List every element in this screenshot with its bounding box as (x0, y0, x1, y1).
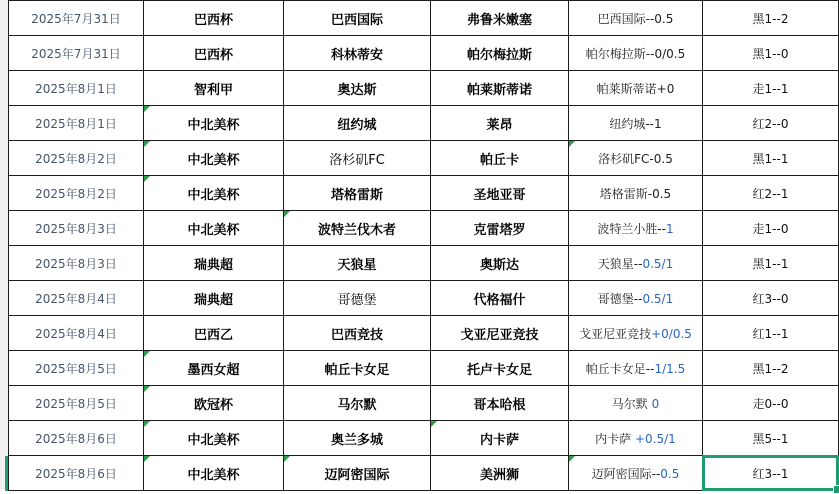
table-row (9, 71, 839, 106)
away-team-cell-text: 圣地亚哥 (473, 187, 526, 203)
table-row (9, 351, 839, 386)
handicap-number: +0.5/1 (635, 431, 676, 446)
home-team-cell[interactable] (284, 386, 431, 421)
home-team-cell-text: 马尔默 (337, 397, 377, 413)
league-cell-text: 瑞典超 (193, 292, 233, 308)
away-team-cell-text: 托卢卡女足 (466, 362, 532, 378)
result-cell-text: 红2--1 (752, 186, 789, 201)
handicap-text: 洛杉矶FC-0.5 (598, 151, 673, 166)
away-team-cell[interactable] (431, 316, 569, 351)
error-indicator-triangle-icon (144, 351, 150, 357)
matches-table (8, 0, 839, 491)
home-team-cell-text: 纽约城 (337, 117, 377, 133)
date-cell-text: 2025年8月6日 (35, 431, 117, 446)
league-cell[interactable] (144, 176, 284, 211)
error-indicator-triangle-icon (431, 421, 437, 427)
home-team-cell-text: 天狼星 (337, 257, 377, 273)
result-cell[interactable] (703, 36, 839, 71)
league-cell-text: 智利甲 (193, 82, 233, 98)
table-row (9, 421, 839, 456)
result-cell-text: 黑5--1 (752, 431, 789, 446)
handicap-cell[interactable] (569, 71, 703, 106)
handicap-number: 0 (651, 396, 660, 411)
handicap-text: 巴西国际--0.5 (597, 11, 674, 26)
handicap-number: 0.5 (660, 466, 680, 481)
result-cell-text: 黑1--0 (752, 46, 789, 61)
table-row (9, 176, 839, 211)
handicap-text: 纽约城--1 (609, 116, 662, 131)
date-cell[interactable] (9, 71, 144, 106)
handicap-cell[interactable] (569, 456, 703, 491)
handicap-cell[interactable] (569, 421, 703, 456)
away-team-cell[interactable] (431, 386, 569, 421)
handicap-text: 塔格雷斯-0.5 (599, 186, 672, 201)
date-cell[interactable] (9, 421, 144, 456)
date-cell-text: 2025年7月31日 (31, 46, 121, 61)
result-cell[interactable] (703, 351, 839, 386)
handicap-cell[interactable] (569, 386, 703, 421)
table-row (9, 316, 839, 351)
home-team-cell-text: 波特兰伐木者 (317, 222, 396, 238)
date-cell[interactable] (9, 316, 144, 351)
table-row (9, 386, 839, 421)
handicap-number: 0.5/1 (642, 291, 674, 306)
league-cell[interactable] (144, 421, 284, 456)
league-cell[interactable] (144, 106, 284, 141)
result-cell[interactable] (703, 246, 839, 281)
date-cell[interactable] (9, 281, 144, 316)
error-indicator-triangle-icon (144, 386, 150, 392)
league-cell-text: 中北美杯 (187, 152, 240, 168)
result-cell-text: 红2--0 (752, 116, 789, 131)
date-cell-text: 2025年8月5日 (35, 361, 117, 376)
league-cell[interactable] (144, 316, 284, 351)
away-team-cell-text: 弗鲁米嫩塞 (466, 12, 532, 28)
result-cell-text: 黑1--2 (752, 11, 789, 26)
handicap-cell[interactable] (569, 246, 703, 281)
table-row (9, 1, 839, 36)
home-team-cell-text: 巴西国际 (330, 12, 383, 28)
home-team-cell-text: 奥兰多城 (330, 432, 383, 448)
home-team-cell-text: 奥达斯 (337, 82, 377, 98)
date-cell[interactable] (9, 386, 144, 421)
date-cell-text: 2025年8月5日 (35, 396, 117, 411)
home-team-cell[interactable] (284, 106, 431, 141)
handicap-text: 马尔默 (611, 396, 652, 411)
result-cell[interactable] (703, 71, 839, 106)
home-team-cell-text: 洛杉矶FC (329, 152, 385, 168)
league-cell-text: 巴西杯 (193, 12, 233, 28)
table-row (9, 141, 839, 176)
date-cell-text: 2025年7月31日 (31, 11, 121, 26)
date-cell-text: 2025年8月4日 (35, 291, 117, 306)
home-team-cell[interactable] (284, 211, 431, 246)
league-cell-text: 中北美杯 (187, 467, 240, 483)
result-cell[interactable] (703, 106, 839, 141)
league-cell-text: 巴西乙 (193, 327, 233, 343)
error-indicator-triangle-icon (569, 456, 575, 462)
table-row (9, 456, 839, 491)
handicap-cell[interactable] (569, 211, 703, 246)
date-cell[interactable] (9, 106, 144, 141)
away-team-cell[interactable] (431, 1, 569, 36)
away-team-cell-text: 帕丘卡 (479, 152, 519, 168)
date-cell[interactable] (9, 351, 144, 386)
handicap-text: 天狼星-- (597, 256, 643, 271)
league-cell-text: 中北美杯 (187, 222, 240, 238)
handicap-text: 哥德堡-- (597, 291, 643, 306)
result-cell[interactable] (703, 211, 839, 246)
away-team-cell-text: 奥斯达 (479, 257, 519, 273)
away-team-cell[interactable] (431, 211, 569, 246)
league-cell[interactable] (144, 246, 284, 281)
result-cell[interactable] (703, 141, 839, 176)
away-team-cell-text: 戈亚尼亚竞技 (460, 327, 539, 343)
home-team-cell[interactable] (284, 71, 431, 106)
result-cell[interactable] (703, 176, 839, 211)
date-cell-text: 2025年8月2日 (35, 186, 117, 201)
away-team-cell-text: 内卡萨 (479, 432, 519, 448)
handicap-text: 帕莱斯蒂诺+0 (596, 81, 675, 96)
result-cell-text: 走1--0 (752, 221, 789, 236)
result-cell-text: 黑1--1 (752, 151, 789, 166)
table-row (9, 211, 839, 246)
home-team-cell-text: 帕丘卡女足 (324, 362, 390, 378)
date-cell[interactable] (9, 1, 144, 36)
error-indicator-triangle-icon (144, 106, 150, 112)
league-cell-text: 巴西杯 (193, 47, 233, 63)
away-team-cell-text: 哥本哈根 (473, 397, 526, 413)
away-team-cell[interactable] (431, 36, 569, 71)
handicap-cell[interactable] (569, 316, 703, 351)
home-team-cell[interactable] (284, 1, 431, 36)
away-team-cell[interactable] (431, 71, 569, 106)
handicap-cell[interactable] (569, 106, 703, 141)
home-team-cell[interactable] (284, 351, 431, 386)
error-indicator-triangle-icon (569, 141, 575, 147)
result-cell-text: 走1--1 (752, 81, 789, 96)
away-team-cell[interactable] (431, 246, 569, 281)
handicap-number: 0.5/1 (642, 256, 674, 271)
result-cell[interactable] (703, 456, 839, 491)
league-cell[interactable] (144, 351, 284, 386)
date-cell-text: 2025年8月4日 (35, 326, 117, 341)
league-cell[interactable] (144, 456, 284, 491)
league-cell[interactable] (144, 1, 284, 36)
table-row (9, 281, 839, 316)
league-cell-text: 墨西女超 (187, 362, 240, 378)
handicap-text: 迈阿密国际-- (591, 466, 661, 481)
league-cell[interactable] (144, 211, 284, 246)
away-team-cell-text: 莱昂 (486, 117, 513, 133)
home-team-cell[interactable] (284, 176, 431, 211)
handicap-cell[interactable] (569, 141, 703, 176)
home-team-cell[interactable] (284, 36, 431, 71)
away-team-cell[interactable] (431, 106, 569, 141)
result-cell-text: 黑1--1 (752, 256, 789, 271)
handicap-text: 帕尔梅拉斯--0/0.5 (585, 46, 686, 61)
date-cell[interactable] (9, 211, 144, 246)
home-team-cell[interactable] (284, 316, 431, 351)
home-team-cell[interactable] (284, 456, 431, 491)
handicap-cell[interactable] (569, 36, 703, 71)
away-team-cell[interactable] (431, 176, 569, 211)
home-team-cell[interactable] (284, 246, 431, 281)
fill-handle[interactable] (833, 485, 839, 494)
table-row (9, 36, 839, 71)
date-cell-text: 2025年8月3日 (35, 256, 117, 271)
result-cell-text: 红3--1 (752, 466, 789, 481)
result-cell[interactable] (703, 421, 839, 456)
home-team-cell[interactable] (284, 421, 431, 456)
error-indicator-triangle-icon (144, 456, 150, 462)
handicap-text: 波特兰小胜-- (597, 221, 667, 236)
away-team-cell-text: 克雷塔罗 (473, 222, 526, 238)
league-cell[interactable] (144, 386, 284, 421)
handicap-text: 戈亚尼亚竞技 (579, 326, 652, 341)
home-team-cell-text: 巴西竞技 (330, 327, 383, 343)
league-cell[interactable] (144, 71, 284, 106)
handicap-number: 1 (666, 221, 674, 236)
home-team-cell-text: 哥德堡 (337, 292, 377, 308)
away-team-cell[interactable] (431, 421, 569, 456)
result-cell-text: 走0--0 (752, 396, 789, 411)
away-team-cell-text: 美洲狮 (479, 467, 519, 483)
league-cell-text: 中北美杯 (187, 432, 240, 448)
handicap-cell[interactable] (569, 1, 703, 36)
away-team-cell-text: 代格福什 (473, 292, 526, 308)
away-team-cell[interactable] (431, 351, 569, 386)
date-cell-text: 2025年8月1日 (35, 81, 117, 96)
away-team-cell[interactable] (431, 281, 569, 316)
result-cell[interactable] (703, 316, 839, 351)
error-indicator-triangle-icon (144, 421, 150, 427)
error-indicator-triangle-icon (284, 456, 290, 462)
league-cell[interactable] (144, 141, 284, 176)
handicap-text: 帕丘卡女足-- (585, 361, 655, 376)
league-cell[interactable] (144, 36, 284, 71)
error-indicator-triangle-icon (284, 211, 290, 217)
handicap-number: 1/1.5 (654, 361, 686, 376)
league-cell[interactable] (144, 281, 284, 316)
home-team-cell-text: 科林蒂安 (330, 47, 383, 63)
handicap-cell[interactable] (569, 351, 703, 386)
handicap-number: +0/0.5 (651, 326, 692, 341)
result-cell[interactable] (703, 386, 839, 421)
league-cell-text: 欧冠杯 (193, 397, 233, 413)
date-cell[interactable] (9, 456, 144, 491)
date-cell-text: 2025年8月1日 (35, 116, 117, 131)
table-row (9, 106, 839, 141)
error-indicator-triangle-icon (144, 176, 150, 182)
result-cell[interactable] (703, 1, 839, 36)
matches-table-body (9, 1, 839, 491)
away-team-cell-text: 帕尔梅拉斯 (466, 47, 532, 63)
row-header-strip[interactable] (0, 0, 8, 489)
date-cell[interactable] (9, 141, 144, 176)
away-team-cell[interactable] (431, 141, 569, 176)
result-cell[interactable] (703, 281, 839, 316)
selected-row-header-accent (5, 456, 8, 491)
home-team-cell-text: 塔格雷斯 (330, 187, 383, 203)
date-cell-text: 2025年8月6日 (35, 466, 117, 481)
date-cell[interactable] (9, 246, 144, 281)
result-cell-text: 红3--0 (752, 291, 789, 306)
date-cell[interactable] (9, 36, 144, 71)
home-team-cell-text: 迈阿密国际 (324, 467, 390, 483)
handicap-text: 内卡萨 (595, 431, 635, 446)
error-indicator-triangle-icon (144, 141, 150, 147)
league-cell-text: 瑞典超 (193, 257, 233, 273)
home-team-cell[interactable] (284, 281, 431, 316)
table-row (9, 246, 839, 281)
league-cell-text: 中北美杯 (187, 187, 240, 203)
date-cell-text: 2025年8月2日 (35, 151, 117, 166)
league-cell-text: 中北美杯 (187, 117, 240, 133)
away-team-cell-text: 帕莱斯蒂诺 (466, 82, 532, 98)
home-team-cell[interactable] (284, 141, 431, 176)
handicap-cell[interactable] (569, 176, 703, 211)
date-cell[interactable] (9, 176, 144, 211)
away-team-cell[interactable] (431, 456, 569, 491)
handicap-cell[interactable] (569, 281, 703, 316)
date-cell-text: 2025年8月3日 (35, 221, 117, 236)
result-cell-text: 黑1--2 (752, 361, 789, 376)
result-cell-text: 红1--1 (752, 326, 789, 341)
